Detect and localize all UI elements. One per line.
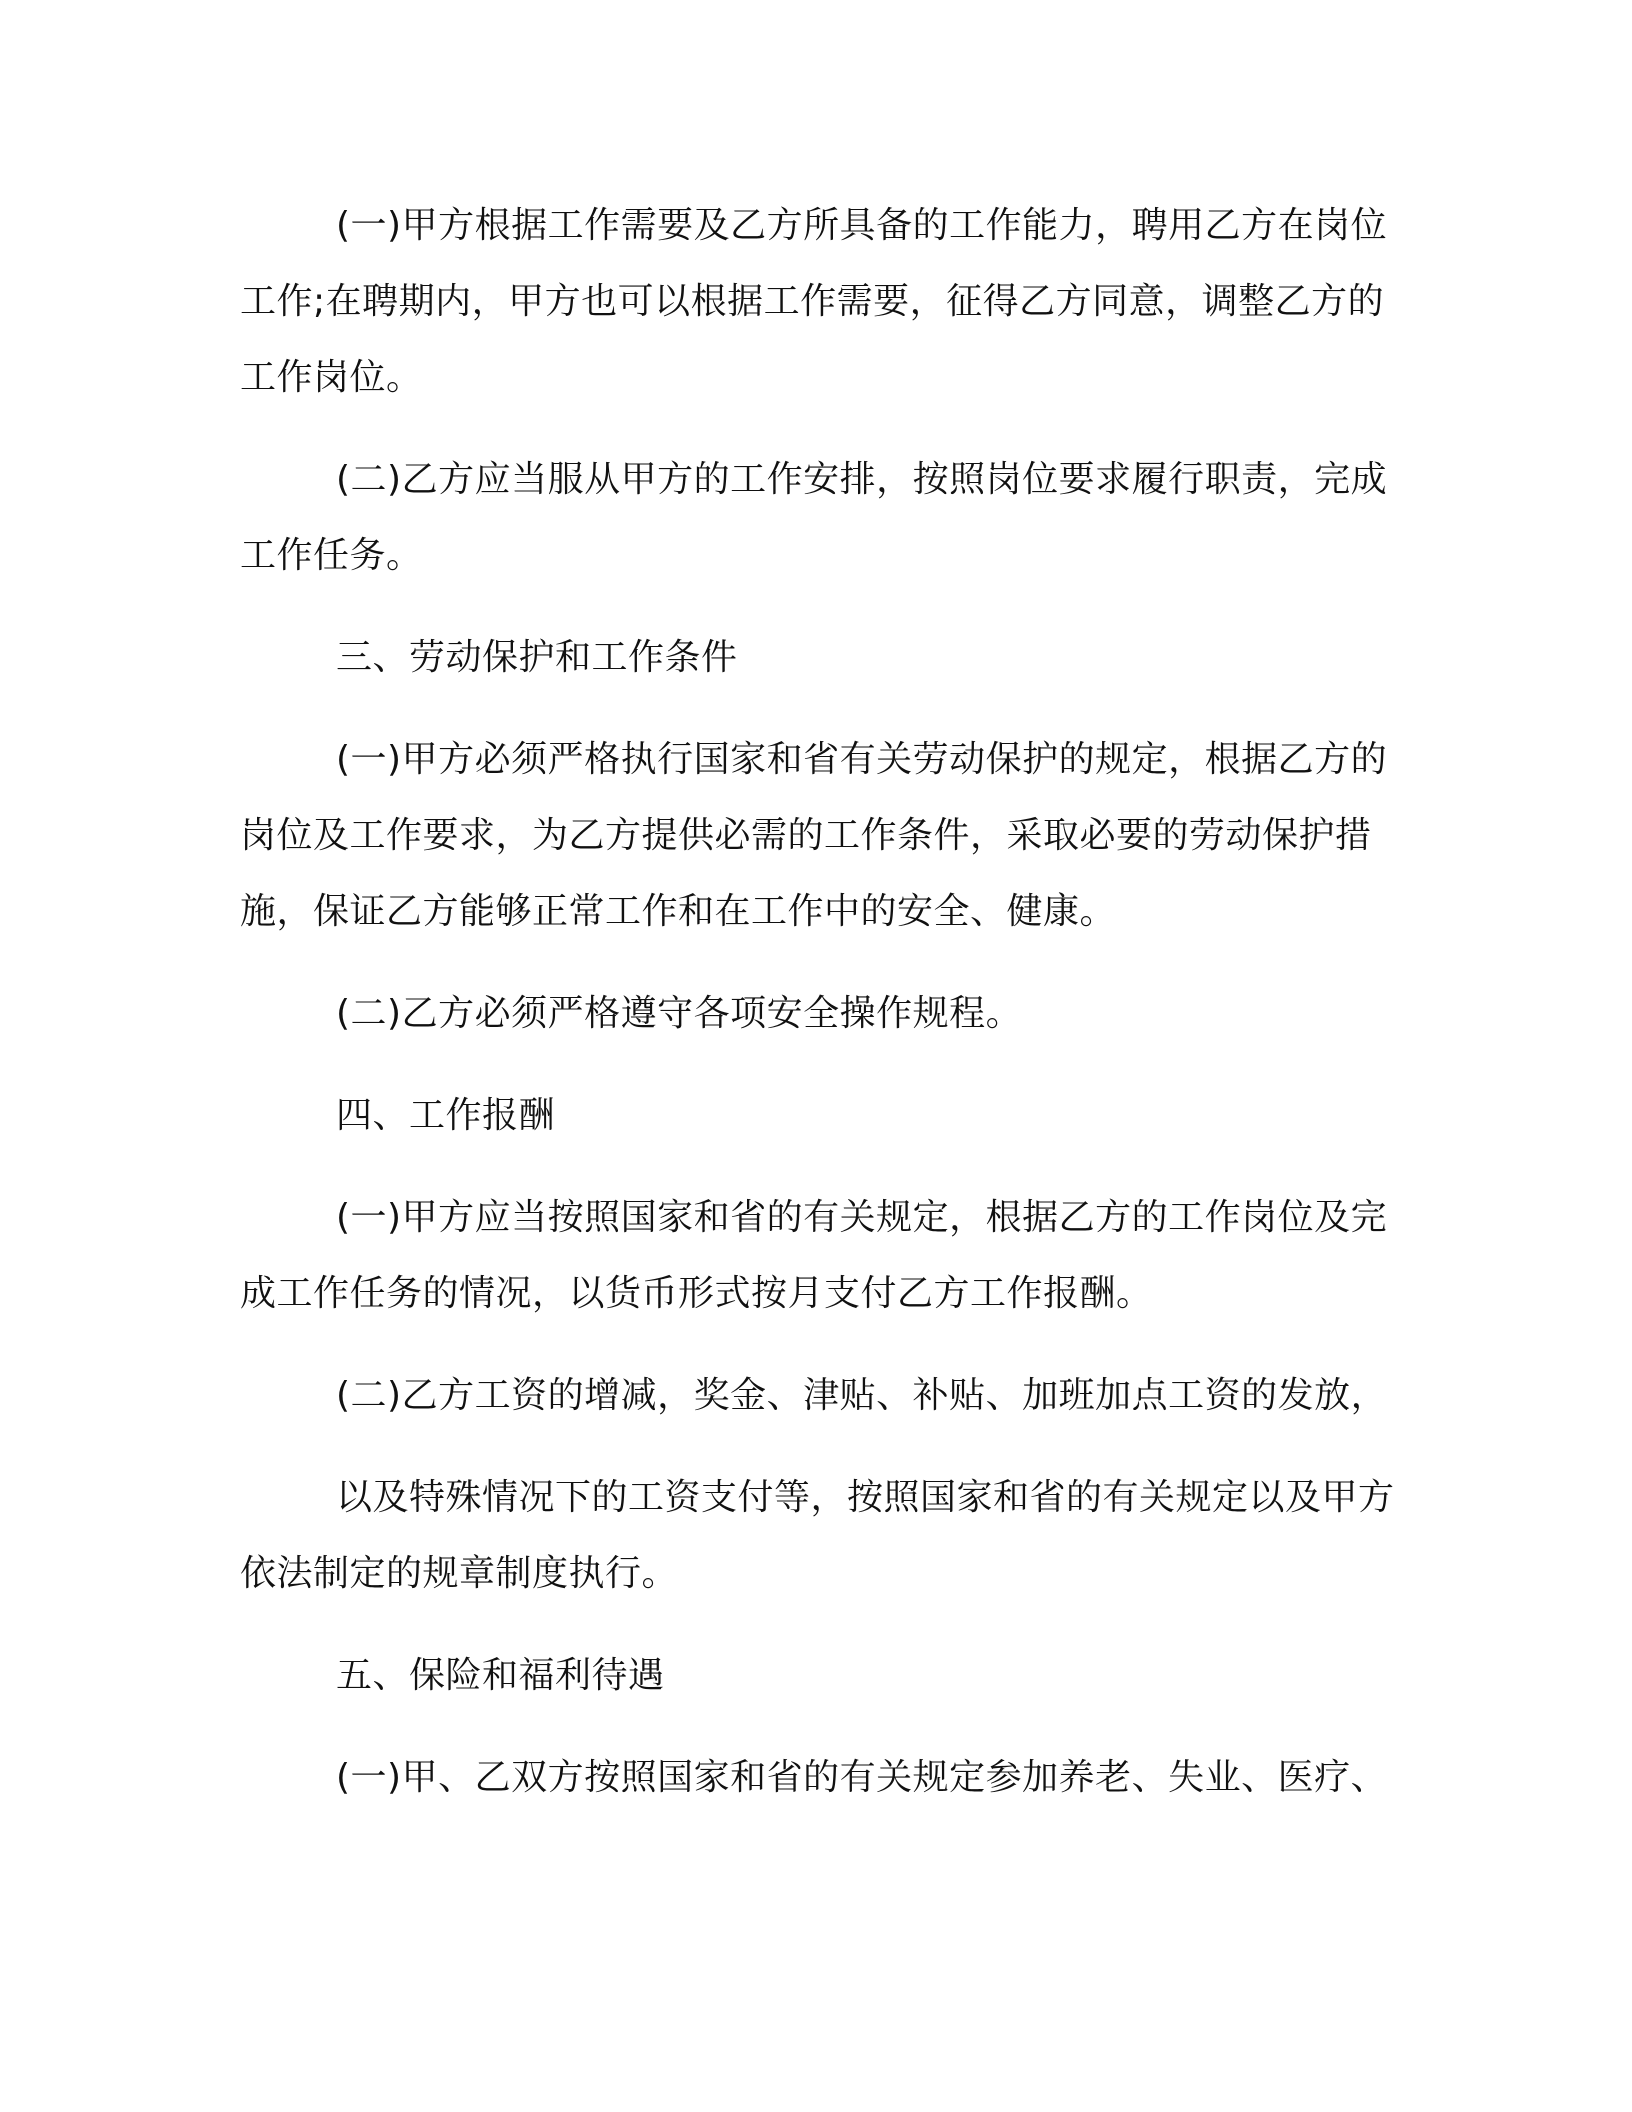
section-heading-labor-protection: 三、劳动保护和工作条件 <box>336 637 738 678</box>
paragraph-safety-rules: (二)乙方必须严格遵守各项安全操作规程。 <box>336 993 1023 1034</box>
section-heading-insurance: 五、保险和福利待遇 <box>336 1655 665 1696</box>
paragraph-job-assignment: (一)甲方根据工作需要及乙方所具备的工作能力，聘用乙方在岗位工作;在聘期内，甲方也可以根据工作需要，征得乙方同意，调整乙方的工作岗位。 <box>240 205 1388 398</box>
paragraph-obey-arrangement: (二)乙方应当服从甲方的工作安排，按照岗位要求履行职责，完成工作任务。 <box>240 459 1388 576</box>
document-body <box>240 188 1400 1816</box>
paragraph-labor-protection-duty: (一)甲方必须严格执行国家和省有关劳动保护的规定，根据乙方的岗位及工作要求，为乙方提供必需的工作条件，采取必要的劳动保护措施，保证乙方能够正常工作和在工作中的安全、健康。 <box>240 739 1388 932</box>
paragraph-insurance-participation: (一)甲、乙双方按照国家和省的有关规定参加养老、失业、医疗、 <box>336 1757 1388 1798</box>
paragraph-special-wage: 以及特殊情况下的工资支付等，按照国家和省的有关规定以及甲方依法制定的规章制度执行。 <box>240 1477 1395 1594</box>
paragraph-monthly-pay: (一)甲方应当按照国家和省的有关规定，根据乙方的工作岗位及完成工作任务的情况，以货币形式按月支付乙方工作报酬。 <box>240 1197 1388 1314</box>
paragraph-wage-changes: (二)乙方工资的增减，奖金、津贴、补贴、加班加点工资的发放， <box>336 1375 1388 1416</box>
section-heading-remuneration: 四、工作报酬 <box>336 1095 556 1136</box>
